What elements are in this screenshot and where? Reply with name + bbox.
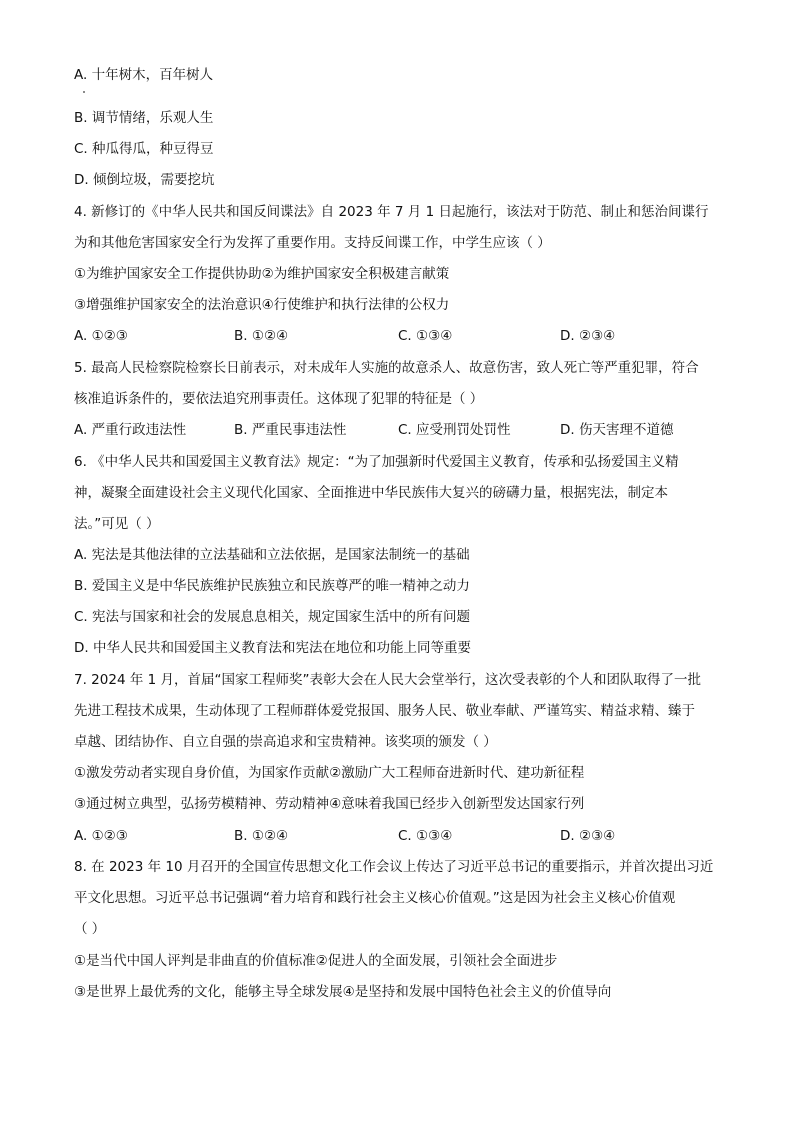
- q8-stem-line2: 平文化思想。习近平总书记强调“着力培育和践行社会主义核心价值观。”这是因为社会主义核心价值观: [74, 890, 676, 906]
- q7-statement-line2: ③通过树立典型，弘扬劳模精神、劳动精神④意味着我国已经步入创新型发达国家行列: [74, 796, 585, 812]
- q7-stem-line2: 先进工程技术成果，生动体现了工程师群体爱党报国、服务人民、敬业奉献、严谨笃实、精益求精、臻于: [74, 703, 695, 719]
- q6-option-a: A. 宪法是其他法律的立法基础和立法依据，是国家法制统一的基础: [74, 547, 470, 563]
- q5-option-b: B. 严重民事违法性: [234, 422, 347, 438]
- q7-option-b: B. ①②④: [234, 828, 289, 844]
- q6-option-b: B. 爱国主义是中华民族维护民族独立和民族尊严的唯一精神之动力: [74, 578, 470, 594]
- q4-stem-line2: 为和其他危害国家安全行为发挥了重要作用。支持反间谍工作，中学生应该（ ）: [74, 235, 551, 251]
- q8-stem-line1: 8. 在 2023 年 10 月召开的全国宣传思想文化工作会议上传达了习近平总书记的重要指示，并首次提出习近: [74, 859, 714, 875]
- q6-stem-line2: 神，凝聚全面建设社会主义现代化国家、全面推进中华民族伟大复兴的磅礴力量，根据宪法，制定本: [74, 485, 668, 501]
- q8-statement-line1: ①是当代中国人评判是非曲直的价值标准②促进人的全面发展，引领社会全面进步: [74, 953, 558, 969]
- q8-stem-line3: （ ）: [74, 921, 106, 937]
- q3-option-c: C. 种瓜得瓜，种豆得豆: [74, 141, 214, 157]
- q4-option-c: C. ①③④: [398, 328, 453, 344]
- q3-option-a: A. 十年树木，百年树人: [74, 67, 214, 83]
- q5-option-d: D. 伤天害理不道德: [560, 422, 674, 438]
- q3-option-d: D. 倾倒垃圾，需要挖坑: [74, 172, 215, 188]
- q7-option-a: A. ①②③: [74, 828, 128, 844]
- stray-mark: [83, 91, 85, 93]
- q4-option-b: B. ①②④: [234, 328, 289, 344]
- q3-option-b: B. 调节情绪，乐观人生: [74, 110, 214, 126]
- q7-option-c: C. ①③④: [398, 828, 453, 844]
- q5-stem-line1: 5. 最高人民检察院检察长日前表示，对未成年人实施的故意杀人、故意伤害，致人死亡等严重犯罪，符合: [74, 360, 699, 376]
- q4-stem-line1: 4. 新修订的《中华人民共和国反间谍法》自 2023 年 7 月 1 日起施行，该法对于防范、制止和惩治间谍行: [74, 204, 709, 220]
- q4-option-a: A. ①②③: [74, 328, 128, 344]
- q6-stem-line3: 法。”可见（ ）: [74, 516, 160, 532]
- q8-statement-line2: ③是世界上最优秀的文化，能够主导全球发展④是坚持和发展中国特色社会主义的价值导向: [74, 984, 612, 1000]
- q5-stem-line2: 核准追诉条件的，要依法追究刑事责任。这体现了犯罪的特征是（ ）: [74, 391, 484, 407]
- q7-stem-line3: 卓越、团结协作、自立自强的崇高追求和宝贵精神。该奖项的颁发（ ）: [74, 734, 497, 750]
- q4-statement-line1: ①为维护国家安全工作提供协助②为维护国家安全积极建言献策: [74, 266, 450, 282]
- q6-option-c: C. 宪法与国家和社会的发展息息相关，规定国家生活中的所有问题: [74, 609, 471, 625]
- q7-option-d: D. ②③④: [560, 828, 616, 844]
- q6-stem-line1: 6. 《中华人民共和国爱国主义教育法》规定：“为了加强新时代爱国主义教育，传承和弘扬爱国主义精: [74, 454, 679, 470]
- q4-option-d: D. ②③④: [560, 328, 616, 344]
- q4-statement-line2: ③增强维护国家安全的法治意识④行使维护和执行法律的公权力: [74, 297, 450, 313]
- q6-option-d: D. 中华人民共和国爱国主义教育法和宪法在地位和功能上同等重要: [74, 640, 471, 656]
- q5-option-a: A. 严重行政违法性: [74, 422, 187, 438]
- q5-option-c: C. 应受刑罚处罚性: [398, 422, 511, 438]
- q7-statement-line1: ①激发劳动者实现自身价值，为国家作贡献②激励广大工程师奋进新时代、建功新征程: [74, 765, 585, 781]
- q7-stem-line1: 7. 2024 年 1 月，首届“国家工程师奖”表彰大会在人民大会堂举行，这次受表彰的个人和团队取得了一批: [74, 672, 701, 688]
